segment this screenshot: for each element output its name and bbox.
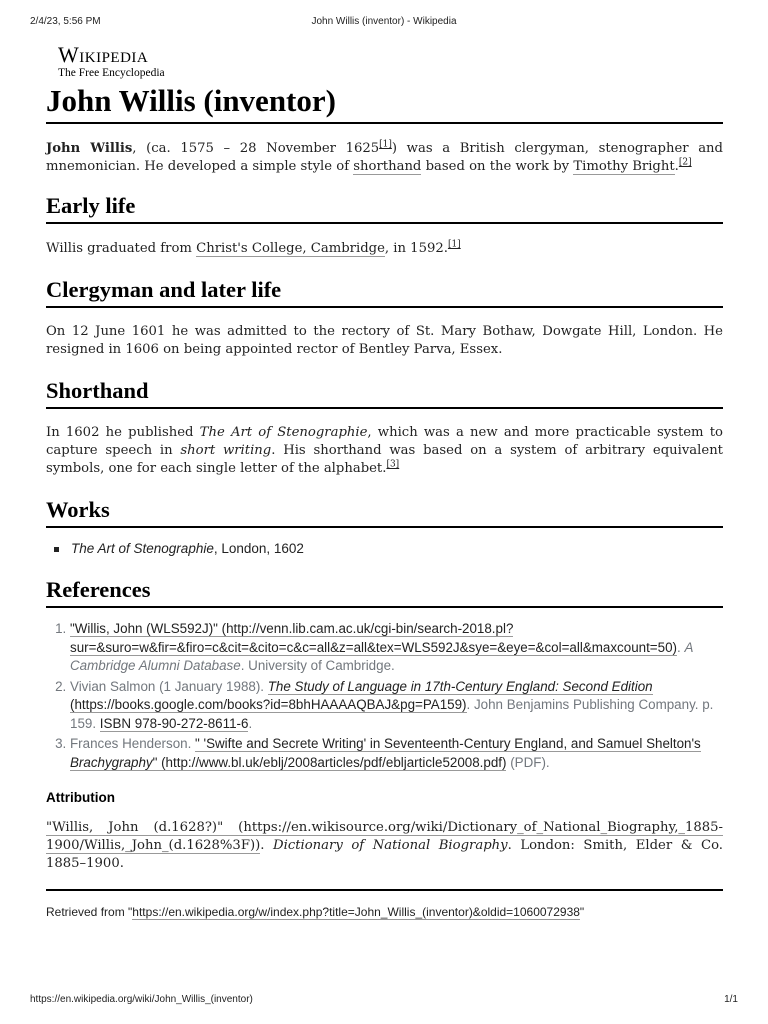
print-datetime: 2/4/23, 5:56 PM xyxy=(30,16,101,27)
early-life-text: , in 1592. xyxy=(384,241,448,256)
work-title: The Art of Stenographie xyxy=(71,541,214,556)
link-christs-college[interactable]: Christ's College, Cambridge xyxy=(196,241,385,256)
work-details: , London, 1602 xyxy=(213,541,304,556)
logo-wordmark xyxy=(58,44,165,66)
citation-link[interactable]: [1] xyxy=(447,239,461,250)
print-footer xyxy=(30,994,738,1008)
article-content xyxy=(46,83,723,919)
reference-item xyxy=(70,678,723,734)
shorthand-text: . His shorthand was based on a system of arbitrary equivalent symbols, one for each single letter of the alphabet. xyxy=(46,443,723,476)
print-url: https://en.wikipedia.org/wiki/John_Willis_(inventor) xyxy=(30,994,253,1005)
reference-item xyxy=(70,735,723,772)
reference-link-title: The Study of Language in 17th-Century England: Second Edition xyxy=(267,678,653,694)
shorthand-text: , which was a new and more practicable system to capture speech in xyxy=(46,425,723,458)
intro-text: based on the work by xyxy=(421,159,574,174)
print-page-number: 1/1 xyxy=(724,994,738,1005)
print-title: John Willis (inventor) - Wikipedia xyxy=(311,16,457,27)
reference-text: . xyxy=(248,715,253,731)
wikipedia-logo[interactable] xyxy=(58,44,165,80)
page-title: John Willis (inventor) xyxy=(46,83,723,124)
book-title: The Art of Stenographie xyxy=(199,425,368,440)
reference-italic: A Cambridge Alumni Database xyxy=(70,639,693,673)
list-item xyxy=(70,540,723,558)
reference-link-title: " 'Swifte and Secrete Writing' in Seventeenth-Century England, and Samuel Shelton's xyxy=(195,736,701,751)
early-life-text: Willis graduated from xyxy=(46,241,197,256)
citation-link[interactable]: [3] xyxy=(386,459,400,470)
shorthand-paragraph xyxy=(46,424,723,478)
logo-wordmark-text: Wikipedia xyxy=(58,42,149,67)
reference-link[interactable]: "Willis, John (WLS592J)" (http://venn.lib.cam.ac.uk/cgi-bin/search-2018.pl?sur=&suro=w&fir=&firo=c&cit=&cito=c&c=all&z=all&tex=WLS592J&sye=&eye=&col=all&maxcount=50) xyxy=(70,621,677,655)
intro-paragraph xyxy=(46,140,723,176)
subject-name: John Willis xyxy=(46,141,133,156)
shorthand-text: In 1602 he published xyxy=(46,425,200,440)
reference-link-title-italic: Brachygraphy xyxy=(70,754,153,770)
heading-early-life: Early life xyxy=(46,192,723,224)
reference-text: Vivian Salmon (1 January 1988). xyxy=(70,678,268,694)
works-list xyxy=(46,540,723,558)
reference-text: (PDF). xyxy=(506,754,550,770)
attribution-paragraph xyxy=(46,819,723,873)
intro-text: , (ca. 1575 – 28 November 1625 xyxy=(132,141,380,156)
print-header xyxy=(30,16,738,30)
heading-clergyman: Clergyman and later life xyxy=(46,276,723,308)
citation-link[interactable]: [1] xyxy=(379,139,392,150)
reference-text: Frances Henderson. xyxy=(70,736,196,751)
heading-works: Works xyxy=(46,496,723,528)
reference-text: . University of Cambridge. xyxy=(240,658,395,673)
isbn-link[interactable]: ISBN 978-90-272-8611-6 xyxy=(99,715,249,731)
attribution-link[interactable]: "Willis, John (d.1628?)" (https://en.wikisource.org/wiki/Dictionary_of_National_Biography,_1885-1900/Willis,_John_(d.1628%3F)) xyxy=(46,820,723,853)
link-timothy-bright[interactable]: Timothy Bright xyxy=(573,159,675,174)
heading-references: References xyxy=(46,576,723,608)
reference-item xyxy=(70,620,723,676)
reference-link-url: " (http://www.bl.uk/eblj/2008articles/pdf/ebljarticle52008.pdf) xyxy=(152,754,507,770)
retrieved-prefix: Retrieved from " xyxy=(46,905,133,919)
reference-text: . John Benjamins Publishing Company. p. 159. xyxy=(70,697,714,731)
heading-attribution: Attribution xyxy=(46,790,115,805)
attribution-text: . London: Smith, Elder & Co. 1885–1900. xyxy=(46,838,723,871)
clergyman-paragraph: On 12 June 1601 he was admitted to the rectory of St. Mary Bothaw, Dowgate Hill, London. He resigned in 1606 on being appointed rector of Bentley Parva, Essex. xyxy=(46,324,723,357)
retrieved-from xyxy=(46,905,723,919)
early-life-paragraph xyxy=(46,240,723,258)
attribution-text: . xyxy=(260,838,274,853)
intro-text: . xyxy=(674,159,679,174)
intro-text: ) was a British clergyman, stenographer and mnemonician. He developed a simple style of xyxy=(46,141,723,174)
retrieved-suffix: " xyxy=(579,905,585,919)
permanent-link[interactable]: https://en.wikipedia.org/w/index.php?title=John_Willis_(inventor)&oldid=1060072938 xyxy=(132,905,580,919)
references-list xyxy=(46,620,723,772)
short-writing-term: short writing xyxy=(180,443,272,458)
heading-shorthand: Shorthand xyxy=(46,377,723,409)
reference-link-url: (https://books.google.com/books?id=8bhHAAAAQBAJ&pg=PA159) xyxy=(70,697,467,712)
link-shorthand[interactable]: shorthand xyxy=(353,159,422,174)
attribution-source: Dictionary of National Biography xyxy=(273,838,508,853)
citation-link[interactable]: [2] xyxy=(678,157,692,168)
divider xyxy=(46,889,723,891)
logo-tagline: The Free Encyclopedia xyxy=(58,67,165,79)
reference-text: . xyxy=(677,639,685,655)
